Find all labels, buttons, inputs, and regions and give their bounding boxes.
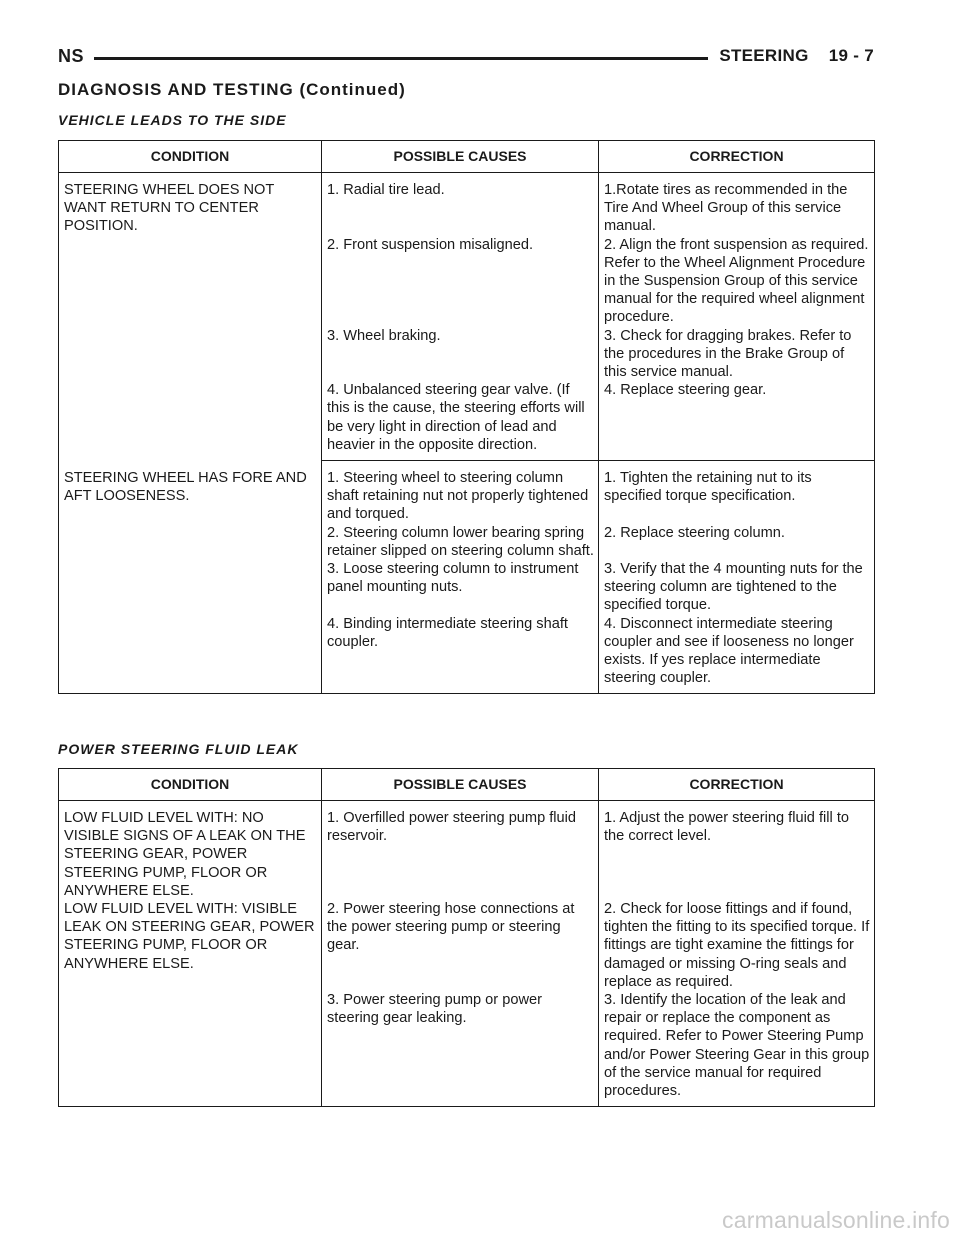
header-rule [94,57,708,60]
cause-cell: 1. Radial tire lead. [322,173,599,236]
cause-cell: 3. Wheel braking. [322,327,599,382]
table-row [59,991,875,1107]
correction-cell: 3. Check for dragging brakes. Refer to the procedures in the Brake Group of this service manual. [599,327,875,382]
page-header [58,44,874,72]
cause-cell: 3. Loose steering column to instrument panel mounting nuts. [322,560,599,615]
table-row [59,801,875,901]
cause-cell: 1. Overfilled power steering pump fluid reservoir. [322,801,599,901]
condition-cell: LOW FLUID LEVEL WITH: NO VISIBLE SIGNS OF A LEAK ON THE STEERING GEAR, POWER STEERING PUMP, FLOOR OR ANYWHERE ELSE. [59,801,322,901]
table-row [59,900,875,991]
column-header-correction: CORRECTION [599,141,875,173]
condition-cell: STEERING WHEEL HAS FORE AND AFT LOOSENESS. [59,461,322,694]
column-header-correction: CORRECTION [599,769,875,801]
column-header-causes: POSSIBLE CAUSES [322,769,599,801]
cause-cell: 1. Steering wheel to steering column shaft retaining nut not properly tightened and torqued. [322,461,599,524]
condition-cell [59,991,322,1107]
correction-cell: 2. Align the front suspension as required. Refer to the Wheel Alignment Procedure in the Suspension Group of this service manual for the required wheel alignment procedure. [599,236,875,327]
correction-cell: 3. Identify the location of the leak and repair or replace the component as required. Refer to Power Steering Pump and/or Power Steering Gear in this group of the service manual for required procedures. [599,991,875,1107]
table-title-fluid-leak: POWER STEERING FLUID LEAK [58,741,299,757]
table-row [59,461,875,524]
section-page-number: STEERING 19 - 7 [719,46,874,65]
watermark: carmanualsonline.info [722,1207,950,1233]
fluid-leak-table [58,768,875,1107]
column-header-causes: POSSIBLE CAUSES [322,141,599,173]
correction-cell: 1.Rotate tires as recommended in the Tire And Wheel Group of this service manual. [599,173,875,236]
column-header-condition: CONDITION [59,769,322,801]
section-title: DIAGNOSIS AND TESTING (Continued) [58,80,406,99]
correction-cell: 4. Replace steering gear. [599,381,875,460]
correction-cell: 2. Check for loose fittings and if found, tighten the fitting to its specified torque. If fittings are tight examine the fittings for damaged or missing O-ring seals and replace as required. [599,900,875,991]
table-header-row [59,769,875,801]
table-title-vehicle-leads: VEHICLE LEADS TO THE SIDE [58,112,287,128]
vehicle-leads-table [58,140,875,694]
cause-cell: 2. Power steering hose connections at the power steering pump or steering gear. [322,900,599,991]
correction-cell: 1. Tighten the retaining nut to its specified torque specification. [599,461,875,524]
correction-cell: 4. Disconnect intermediate steering coupler and see if looseness no longer exists. If yes replace intermediate steering coupler. [599,615,875,694]
column-header-condition: CONDITION [59,141,322,173]
manual-code: NS [58,46,85,66]
condition-cell: LOW FLUID LEVEL WITH: VISIBLE LEAK ON STEERING GEAR, POWER STEERING PUMP, FLOOR OR ANYWHERE ELSE. [59,900,322,991]
cause-cell: 2. Front suspension misaligned. [322,236,599,327]
correction-cell: 3. Verify that the 4 mounting nuts for the steering column are tightened to the specified torque. [599,560,875,615]
table-header-row [59,141,875,173]
correction-cell: 2. Replace steering column. [599,524,875,560]
condition-cell: STEERING WHEEL DOES NOT WANT RETURN TO CENTER POSITION. [59,173,322,461]
table-row [59,173,875,236]
cause-cell: 4. Binding intermediate steering shaft coupler. [322,615,599,694]
cause-cell: 4. Unbalanced steering gear valve. (If this is the cause, the steering efforts will be very light in direction of lead and heavier in the opposite direction. [322,381,599,460]
cause-cell: 2. Steering column lower bearing spring retainer slipped on steering column shaft. [322,524,599,560]
correction-cell: 1. Adjust the power steering fluid fill to the correct level. [599,801,875,901]
cause-cell: 3. Power steering pump or power steering gear leaking. [322,991,599,1107]
